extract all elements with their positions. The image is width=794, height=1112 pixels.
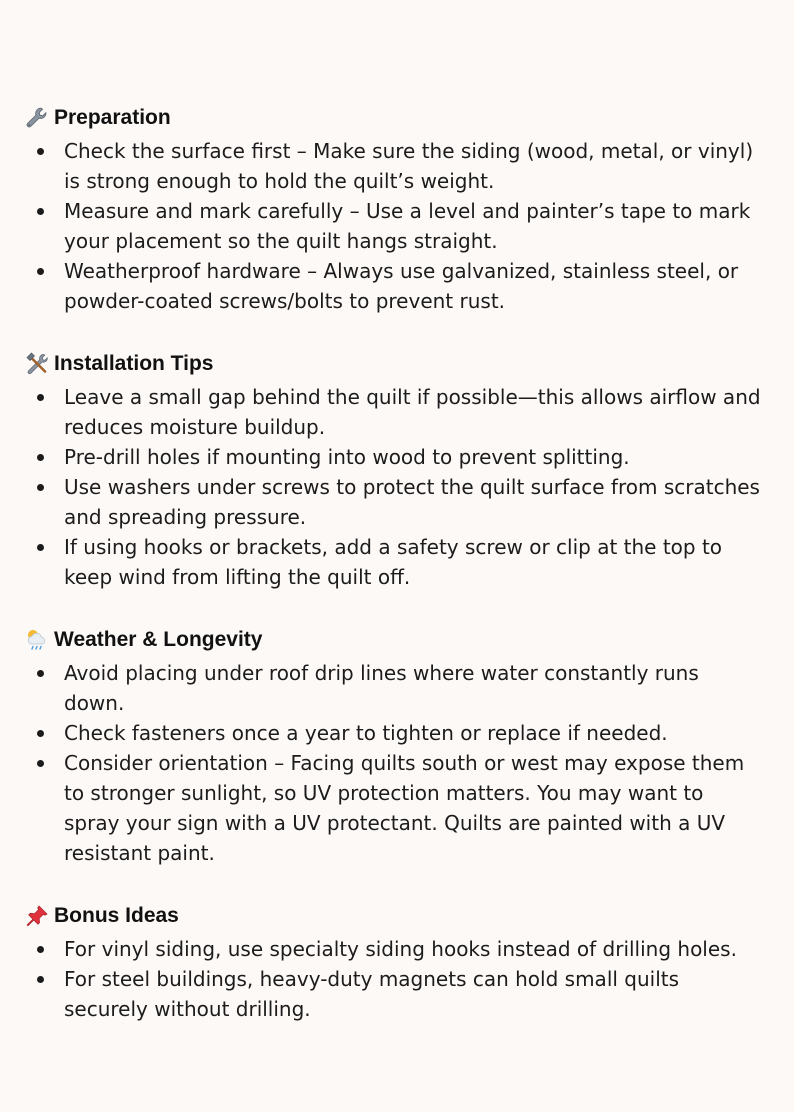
list-item-text: Pre-drill holes if mounting into wood to prevent splitting. — [64, 445, 630, 469]
list-item-text: Avoid placing under roof drip lines where water constantly runs down. — [64, 661, 699, 715]
bullet-list — [24, 382, 764, 592]
section-title: Bonus Ideas — [54, 904, 179, 927]
bullet-dot — [37, 148, 44, 155]
list-item-text: Weatherproof hardware – Always use galvanized, stainless steel, or powder-coated screws/bolts to prevent rust. — [64, 259, 739, 313]
bullet-dot — [37, 670, 44, 677]
list-item-text: Check the surface first – Make sure the siding (wood, metal, or vinyl) is strong enough to hold the quilt’s weight. — [64, 139, 754, 193]
bullet-dot — [37, 730, 44, 737]
bullet-dot — [37, 946, 44, 953]
bullet-dot — [37, 976, 44, 983]
list-item — [24, 658, 764, 718]
list-item-text: Use washers under screws to protect the quilt surface from scratches and spreading pressure. — [64, 475, 760, 529]
section-heading — [24, 100, 764, 136]
bullet-list — [24, 136, 764, 316]
list-item — [24, 532, 764, 592]
section-installation-tips — [24, 346, 764, 592]
list-item — [24, 718, 764, 748]
section-title: Weather & Longevity — [54, 628, 263, 651]
pushpin-icon — [24, 903, 50, 929]
list-item — [24, 136, 764, 196]
list-item — [24, 964, 764, 1024]
list-item-text: If using hooks or brackets, add a safety screw or clip at the top to keep wind from lifting the quilt off. — [64, 535, 723, 589]
section-title: Preparation — [54, 106, 171, 129]
section-preparation — [24, 100, 764, 316]
sun-behind-rain-cloud-icon — [24, 627, 50, 653]
wrench-icon — [24, 105, 50, 131]
list-item — [24, 472, 764, 532]
bullet-dot — [37, 268, 44, 275]
section-bonus-ideas — [24, 898, 764, 1024]
list-item — [24, 748, 764, 868]
section-heading — [24, 622, 764, 658]
list-item-text: Check fasteners once a year to tighten or replace if needed. — [64, 721, 668, 745]
bullet-list — [24, 934, 764, 1024]
bullet-list — [24, 658, 764, 868]
list-item — [24, 442, 764, 472]
list-item-text: Measure and mark carefully – Use a level and painter’s tape to mark your placement so the quilt hangs straight. — [64, 199, 751, 253]
bullet-dot — [37, 208, 44, 215]
list-item-text: Leave a small gap behind the quilt if possible—this allows airflow and reduces moisture buildup. — [64, 385, 761, 439]
list-item-text: Consider orientation – Facing quilts south or west may expose them to stronger sunlight, so UV protection matters. You may want to spray your sign with a UV protectant. Quilts are painted with a UV resistant paint. — [64, 751, 745, 865]
list-item — [24, 934, 764, 964]
document-page — [24, 100, 764, 1054]
bullet-dot — [37, 484, 44, 491]
bullet-dot — [37, 394, 44, 401]
section-heading — [24, 346, 764, 382]
list-item — [24, 382, 764, 442]
list-item-text: For vinyl siding, use specialty siding hooks instead of drilling holes. — [64, 937, 737, 961]
section-title: Installation Tips — [54, 352, 214, 375]
section-heading — [24, 898, 764, 934]
section-weather-longevity — [24, 622, 764, 868]
list-item — [24, 256, 764, 316]
list-item — [24, 196, 764, 256]
list-item-text: For steel buildings, heavy-duty magnets can hold small quilts securely without drilling. — [64, 967, 680, 1021]
bullet-dot — [37, 544, 44, 551]
hammer-and-wrench-icon — [24, 351, 50, 377]
bullet-dot — [37, 760, 44, 767]
bullet-dot — [37, 454, 44, 461]
